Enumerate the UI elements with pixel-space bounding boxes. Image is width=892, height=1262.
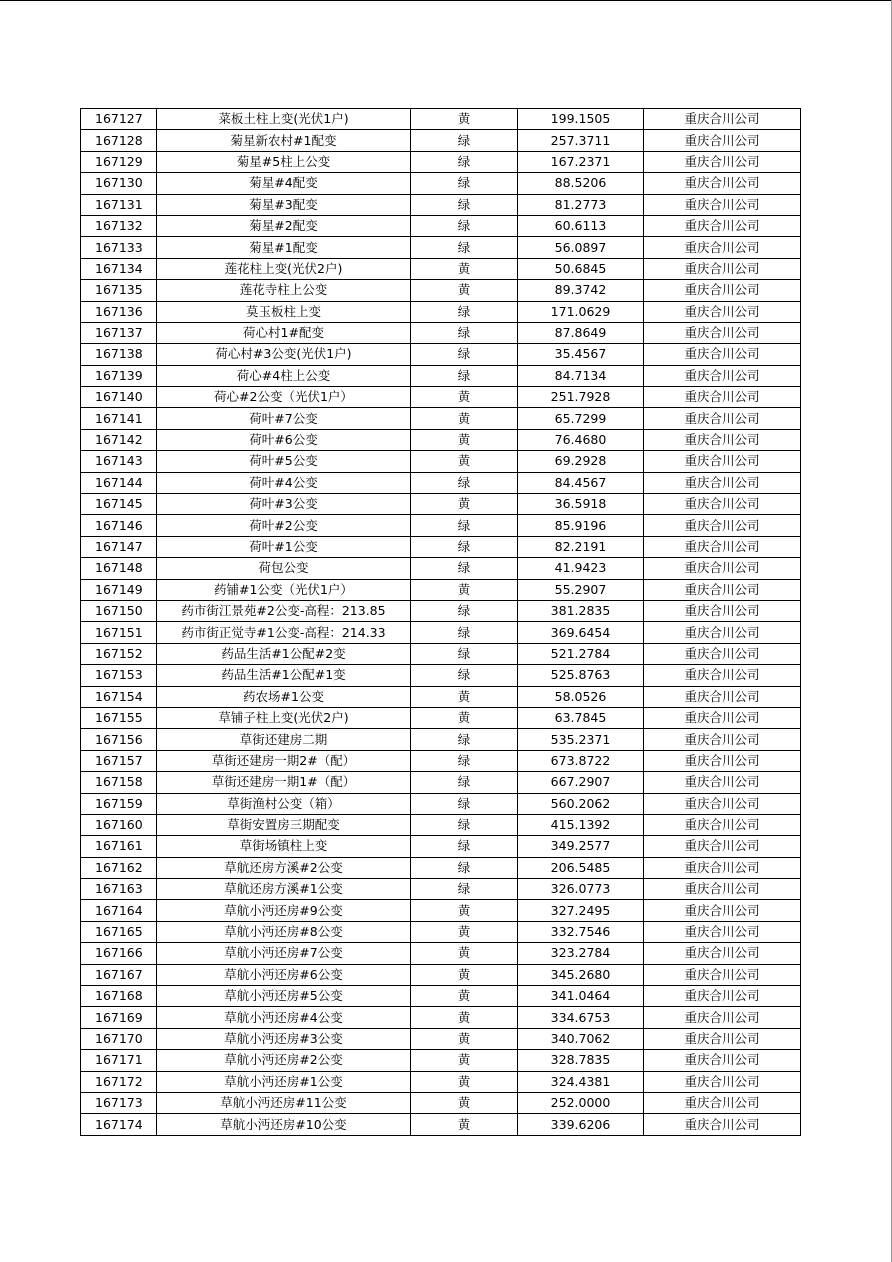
- table-row: [81, 857, 801, 878]
- cell-name: 荷叶#7公变: [157, 408, 411, 429]
- cell-id: 167128: [81, 130, 157, 151]
- cell-value: 84.4567: [518, 472, 644, 493]
- cell-id: 167151: [81, 622, 157, 643]
- cell-id: 167167: [81, 964, 157, 985]
- cell-status: 黄: [411, 258, 518, 279]
- cell-name: 荷心#2公变（光伏1户）: [157, 387, 411, 408]
- cell-status: 绿: [411, 472, 518, 493]
- cell-status: 绿: [411, 515, 518, 536]
- table-row: [81, 814, 801, 835]
- cell-company: 重庆合川公司: [644, 900, 801, 921]
- cell-value: 167.2371: [518, 151, 644, 172]
- page-top-border: [0, 0, 892, 1]
- cell-value: 340.7062: [518, 1028, 644, 1049]
- cell-status: 绿: [411, 237, 518, 258]
- cell-value: 415.1392: [518, 814, 644, 835]
- cell-company: 重庆合川公司: [644, 1092, 801, 1113]
- cell-value: 206.5485: [518, 857, 644, 878]
- table-row: [81, 900, 801, 921]
- table-row: [81, 579, 801, 600]
- cell-value: 58.0526: [518, 686, 644, 707]
- cell-name: 荷心村1#配变: [157, 322, 411, 343]
- cell-name: 药品生活#1公配#1变: [157, 665, 411, 686]
- cell-company: 重庆合川公司: [644, 494, 801, 515]
- cell-id: 167137: [81, 322, 157, 343]
- cell-name: 草航小沔还房#4公变: [157, 1007, 411, 1028]
- cell-status: 绿: [411, 622, 518, 643]
- cell-id: 167174: [81, 1114, 157, 1135]
- cell-value: 41.9423: [518, 558, 644, 579]
- cell-status: 黄: [411, 1071, 518, 1092]
- cell-value: 81.2773: [518, 194, 644, 215]
- cell-company: 重庆合川公司: [644, 964, 801, 985]
- cell-company: 重庆合川公司: [644, 536, 801, 557]
- cell-value: 82.2191: [518, 536, 644, 557]
- cell-status: 绿: [411, 600, 518, 621]
- cell-name: 草航小沔还房#5公变: [157, 986, 411, 1007]
- cell-id: 167140: [81, 387, 157, 408]
- table-row: [81, 173, 801, 194]
- cell-status: 绿: [411, 536, 518, 557]
- cell-value: 345.2680: [518, 964, 644, 985]
- cell-value: 35.4567: [518, 344, 644, 365]
- table-row: [81, 258, 801, 279]
- table-row: [81, 344, 801, 365]
- cell-company: 重庆合川公司: [644, 258, 801, 279]
- cell-value: 55.2907: [518, 579, 644, 600]
- table-row: [81, 1114, 801, 1135]
- cell-company: 重庆合川公司: [644, 1071, 801, 1092]
- table-row: [81, 686, 801, 707]
- table-row: [81, 1071, 801, 1092]
- cell-company: 重庆合川公司: [644, 151, 801, 172]
- cell-company: 重庆合川公司: [644, 986, 801, 1007]
- table-row: [81, 943, 801, 964]
- cell-company: 重庆合川公司: [644, 408, 801, 429]
- cell-id: 167171: [81, 1050, 157, 1071]
- cell-id: 167156: [81, 729, 157, 750]
- cell-id: 167127: [81, 109, 157, 130]
- table-row: [81, 322, 801, 343]
- cell-status: 绿: [411, 365, 518, 386]
- cell-id: 167146: [81, 515, 157, 536]
- cell-value: 535.2371: [518, 729, 644, 750]
- cell-id: 167152: [81, 643, 157, 664]
- cell-status: 绿: [411, 151, 518, 172]
- cell-company: 重庆合川公司: [644, 879, 801, 900]
- cell-company: 重庆合川公司: [644, 280, 801, 301]
- cell-id: 167149: [81, 579, 157, 600]
- cell-status: 绿: [411, 857, 518, 878]
- cell-status: 黄: [411, 280, 518, 301]
- cell-id: 167143: [81, 451, 157, 472]
- cell-company: 重庆合川公司: [644, 707, 801, 728]
- cell-company: 重庆合川公司: [644, 665, 801, 686]
- cell-name: 草街还建房一期1#（配）: [157, 772, 411, 793]
- cell-status: 绿: [411, 750, 518, 771]
- cell-id: 167133: [81, 237, 157, 258]
- cell-status: 黄: [411, 494, 518, 515]
- cell-status: 黄: [411, 921, 518, 942]
- cell-name: 菊星#3配变: [157, 194, 411, 215]
- table-row: [81, 408, 801, 429]
- cell-value: 76.4680: [518, 429, 644, 450]
- table-row: [81, 280, 801, 301]
- cell-company: 重庆合川公司: [644, 622, 801, 643]
- cell-status: 黄: [411, 1050, 518, 1071]
- cell-id: 167169: [81, 1007, 157, 1028]
- cell-id: 167138: [81, 344, 157, 365]
- cell-value: 60.6113: [518, 215, 644, 236]
- cell-company: 重庆合川公司: [644, 750, 801, 771]
- cell-name: 草航小沔还房#2公变: [157, 1050, 411, 1071]
- cell-company: 重庆合川公司: [644, 472, 801, 493]
- cell-company: 重庆合川公司: [644, 1114, 801, 1135]
- table-row: [81, 536, 801, 557]
- cell-id: 167142: [81, 429, 157, 450]
- cell-id: 167159: [81, 793, 157, 814]
- cell-value: 69.2928: [518, 451, 644, 472]
- cell-id: 167162: [81, 857, 157, 878]
- cell-status: 黄: [411, 1028, 518, 1049]
- cell-status: 黄: [411, 986, 518, 1007]
- cell-company: 重庆合川公司: [644, 686, 801, 707]
- table-row: [81, 772, 801, 793]
- cell-company: 重庆合川公司: [644, 365, 801, 386]
- cell-company: 重庆合川公司: [644, 643, 801, 664]
- cell-name: 药市街江景苑#2公变-高程：213.85: [157, 600, 411, 621]
- cell-id: 167148: [81, 558, 157, 579]
- cell-value: 87.8649: [518, 322, 644, 343]
- cell-value: 84.7134: [518, 365, 644, 386]
- table-row: [81, 750, 801, 771]
- table-row: [81, 665, 801, 686]
- cell-status: 绿: [411, 879, 518, 900]
- cell-value: 332.7546: [518, 921, 644, 942]
- cell-name: 草航小沔还房#6公变: [157, 964, 411, 985]
- cell-company: 重庆合川公司: [644, 1050, 801, 1071]
- cell-name: 荷叶#6公变: [157, 429, 411, 450]
- cell-value: 257.3711: [518, 130, 644, 151]
- cell-value: 521.2784: [518, 643, 644, 664]
- cell-status: 绿: [411, 814, 518, 835]
- cell-id: 167153: [81, 665, 157, 686]
- cell-company: 重庆合川公司: [644, 387, 801, 408]
- cell-name: 草航还房方溪#2公变: [157, 857, 411, 878]
- table-row: [81, 429, 801, 450]
- cell-id: 167168: [81, 986, 157, 1007]
- cell-id: 167170: [81, 1028, 157, 1049]
- cell-status: 黄: [411, 964, 518, 985]
- cell-name: 草铺子柱上变(光伏2户): [157, 707, 411, 728]
- cell-name: 荷心#4柱上公变: [157, 365, 411, 386]
- cell-company: 重庆合川公司: [644, 130, 801, 151]
- table-row: [81, 194, 801, 215]
- cell-name: 药铺#1公变（光伏1户）: [157, 579, 411, 600]
- cell-company: 重庆合川公司: [644, 194, 801, 215]
- cell-id: 167172: [81, 1071, 157, 1092]
- cell-name: 荷叶#2公变: [157, 515, 411, 536]
- cell-company: 重庆合川公司: [644, 1007, 801, 1028]
- cell-name: 药品生活#1公配#2变: [157, 643, 411, 664]
- cell-value: 334.6753: [518, 1007, 644, 1028]
- cell-name: 莲花柱上变(光伏2户): [157, 258, 411, 279]
- cell-value: 327.2495: [518, 900, 644, 921]
- cell-company: 重庆合川公司: [644, 600, 801, 621]
- table-row: [81, 707, 801, 728]
- cell-name: 草航小沔还房#1公变: [157, 1071, 411, 1092]
- table-row: [81, 1050, 801, 1071]
- cell-status: 绿: [411, 729, 518, 750]
- cell-id: 167161: [81, 836, 157, 857]
- table-row: [81, 451, 801, 472]
- table-row: [81, 836, 801, 857]
- cell-value: 199.1505: [518, 109, 644, 130]
- transformer-table: [80, 108, 801, 1136]
- cell-id: 167130: [81, 173, 157, 194]
- cell-name: 草街还建房二期: [157, 729, 411, 750]
- cell-id: 167145: [81, 494, 157, 515]
- cell-status: 黄: [411, 579, 518, 600]
- table-row: [81, 387, 801, 408]
- cell-id: 167129: [81, 151, 157, 172]
- cell-value: 349.2577: [518, 836, 644, 857]
- cell-name: 草航小沔还房#3公变: [157, 1028, 411, 1049]
- cell-name: 莫玉板柱上变: [157, 301, 411, 322]
- cell-id: 167158: [81, 772, 157, 793]
- cell-status: 黄: [411, 686, 518, 707]
- table-row: [81, 921, 801, 942]
- cell-value: 328.7835: [518, 1050, 644, 1071]
- cell-name: 药农场#1公变: [157, 686, 411, 707]
- cell-name: 菊星#2配变: [157, 215, 411, 236]
- cell-id: 167136: [81, 301, 157, 322]
- cell-name: 草街场镇柱上变: [157, 836, 411, 857]
- cell-id: 167150: [81, 600, 157, 621]
- cell-value: 85.9196: [518, 515, 644, 536]
- cell-status: 绿: [411, 194, 518, 215]
- cell-name: 菊星#4配变: [157, 173, 411, 194]
- cell-status: 黄: [411, 1114, 518, 1135]
- cell-name: 菊星#5柱上公变: [157, 151, 411, 172]
- cell-value: 252.0000: [518, 1092, 644, 1113]
- cell-company: 重庆合川公司: [644, 558, 801, 579]
- cell-company: 重庆合川公司: [644, 451, 801, 472]
- cell-id: 167173: [81, 1092, 157, 1113]
- cell-company: 重庆合川公司: [644, 515, 801, 536]
- cell-status: 黄: [411, 1007, 518, 1028]
- table-row: [81, 215, 801, 236]
- cell-id: 167132: [81, 215, 157, 236]
- cell-id: 167154: [81, 686, 157, 707]
- table-row: [81, 1007, 801, 1028]
- cell-value: 381.2835: [518, 600, 644, 621]
- cell-value: 251.7928: [518, 387, 644, 408]
- cell-status: 绿: [411, 643, 518, 664]
- cell-company: 重庆合川公司: [644, 301, 801, 322]
- table-row: [81, 600, 801, 621]
- cell-company: 重庆合川公司: [644, 1028, 801, 1049]
- table-row: [81, 729, 801, 750]
- cell-company: 重庆合川公司: [644, 943, 801, 964]
- cell-id: 167155: [81, 707, 157, 728]
- cell-status: 绿: [411, 173, 518, 194]
- table-row: [81, 986, 801, 1007]
- cell-value: 324.4381: [518, 1071, 644, 1092]
- cell-value: 339.6206: [518, 1114, 644, 1135]
- cell-status: 黄: [411, 109, 518, 130]
- cell-status: 黄: [411, 451, 518, 472]
- cell-company: 重庆合川公司: [644, 836, 801, 857]
- cell-name: 荷叶#3公变: [157, 494, 411, 515]
- cell-company: 重庆合川公司: [644, 857, 801, 878]
- cell-id: 167144: [81, 472, 157, 493]
- cell-company: 重庆合川公司: [644, 579, 801, 600]
- table-body: [81, 109, 801, 1136]
- cell-company: 重庆合川公司: [644, 173, 801, 194]
- cell-name: 草航还房方溪#1公变: [157, 879, 411, 900]
- cell-status: 绿: [411, 836, 518, 857]
- cell-name: 草航小沔还房#8公变: [157, 921, 411, 942]
- cell-value: 560.2062: [518, 793, 644, 814]
- cell-value: 326.0773: [518, 879, 644, 900]
- table-row: [81, 130, 801, 151]
- cell-name: 荷心村#3公变(光伏1户): [157, 344, 411, 365]
- table-row: [81, 151, 801, 172]
- cell-name: 菊星#1配变: [157, 237, 411, 258]
- cell-value: 88.5206: [518, 173, 644, 194]
- cell-name: 草街安置房三期配变: [157, 814, 411, 835]
- table-row: [81, 879, 801, 900]
- table-row: [81, 237, 801, 258]
- cell-name: 莲花寺柱上公变: [157, 280, 411, 301]
- cell-name: 荷包公变: [157, 558, 411, 579]
- cell-status: 绿: [411, 772, 518, 793]
- cell-name: 荷叶#5公变: [157, 451, 411, 472]
- cell-company: 重庆合川公司: [644, 772, 801, 793]
- cell-status: 黄: [411, 408, 518, 429]
- cell-id: 167141: [81, 408, 157, 429]
- cell-company: 重庆合川公司: [644, 344, 801, 365]
- cell-id: 167147: [81, 536, 157, 557]
- cell-status: 黄: [411, 900, 518, 921]
- table-row: [81, 622, 801, 643]
- cell-status: 绿: [411, 215, 518, 236]
- cell-name: 荷叶#4公变: [157, 472, 411, 493]
- cell-id: 167163: [81, 879, 157, 900]
- cell-status: 绿: [411, 558, 518, 579]
- table-row: [81, 515, 801, 536]
- cell-name: 草航小沔还房#9公变: [157, 900, 411, 921]
- cell-status: 黄: [411, 429, 518, 450]
- cell-name: 草街渔村公变（箱）: [157, 793, 411, 814]
- table-row: [81, 301, 801, 322]
- cell-value: 525.8763: [518, 665, 644, 686]
- cell-status: 绿: [411, 301, 518, 322]
- cell-id: 167165: [81, 921, 157, 942]
- cell-company: 重庆合川公司: [644, 109, 801, 130]
- cell-id: 167160: [81, 814, 157, 835]
- table-row: [81, 472, 801, 493]
- cell-company: 重庆合川公司: [644, 793, 801, 814]
- cell-company: 重庆合川公司: [644, 814, 801, 835]
- table-row: [81, 109, 801, 130]
- table-row: [81, 643, 801, 664]
- table-row: [81, 1092, 801, 1113]
- cell-status: 绿: [411, 344, 518, 365]
- cell-name: 草航小沔还房#10公变: [157, 1114, 411, 1135]
- cell-value: 171.0629: [518, 301, 644, 322]
- cell-id: 167134: [81, 258, 157, 279]
- cell-value: 63.7845: [518, 707, 644, 728]
- cell-status: 绿: [411, 130, 518, 151]
- table-row: [81, 1028, 801, 1049]
- cell-name: 草航小沔还房#11公变: [157, 1092, 411, 1113]
- cell-company: 重庆合川公司: [644, 921, 801, 942]
- cell-id: 167139: [81, 365, 157, 386]
- cell-name: 草街还建房一期2#（配）: [157, 750, 411, 771]
- cell-id: 167166: [81, 943, 157, 964]
- cell-company: 重庆合川公司: [644, 215, 801, 236]
- cell-name: 药市街正觉寺#1公变-高程：214.33: [157, 622, 411, 643]
- cell-id: 167164: [81, 900, 157, 921]
- cell-name: 草航小沔还房#7公变: [157, 943, 411, 964]
- cell-value: 341.0464: [518, 986, 644, 1007]
- cell-company: 重庆合川公司: [644, 322, 801, 343]
- cell-name: 菊星新农村#1配变: [157, 130, 411, 151]
- table-row: [81, 793, 801, 814]
- cell-value: 50.6845: [518, 258, 644, 279]
- cell-value: 673.8722: [518, 750, 644, 771]
- table-row: [81, 494, 801, 515]
- cell-status: 绿: [411, 665, 518, 686]
- cell-company: 重庆合川公司: [644, 429, 801, 450]
- cell-name: 菜板土柱上变(光伏1户): [157, 109, 411, 130]
- cell-value: 369.6454: [518, 622, 644, 643]
- cell-value: 323.2784: [518, 943, 644, 964]
- table-row: [81, 964, 801, 985]
- table-row: [81, 558, 801, 579]
- cell-status: 黄: [411, 707, 518, 728]
- table-row: [81, 365, 801, 386]
- cell-id: 167131: [81, 194, 157, 215]
- cell-value: 65.7299: [518, 408, 644, 429]
- cell-id: 167157: [81, 750, 157, 771]
- cell-status: 黄: [411, 943, 518, 964]
- cell-company: 重庆合川公司: [644, 237, 801, 258]
- cell-id: 167135: [81, 280, 157, 301]
- cell-value: 89.3742: [518, 280, 644, 301]
- cell-value: 56.0897: [518, 237, 644, 258]
- cell-status: 黄: [411, 1092, 518, 1113]
- cell-status: 黄: [411, 387, 518, 408]
- cell-status: 绿: [411, 322, 518, 343]
- cell-status: 绿: [411, 793, 518, 814]
- cell-value: 36.5918: [518, 494, 644, 515]
- cell-company: 重庆合川公司: [644, 729, 801, 750]
- cell-name: 荷叶#1公变: [157, 536, 411, 557]
- cell-value: 667.2907: [518, 772, 644, 793]
